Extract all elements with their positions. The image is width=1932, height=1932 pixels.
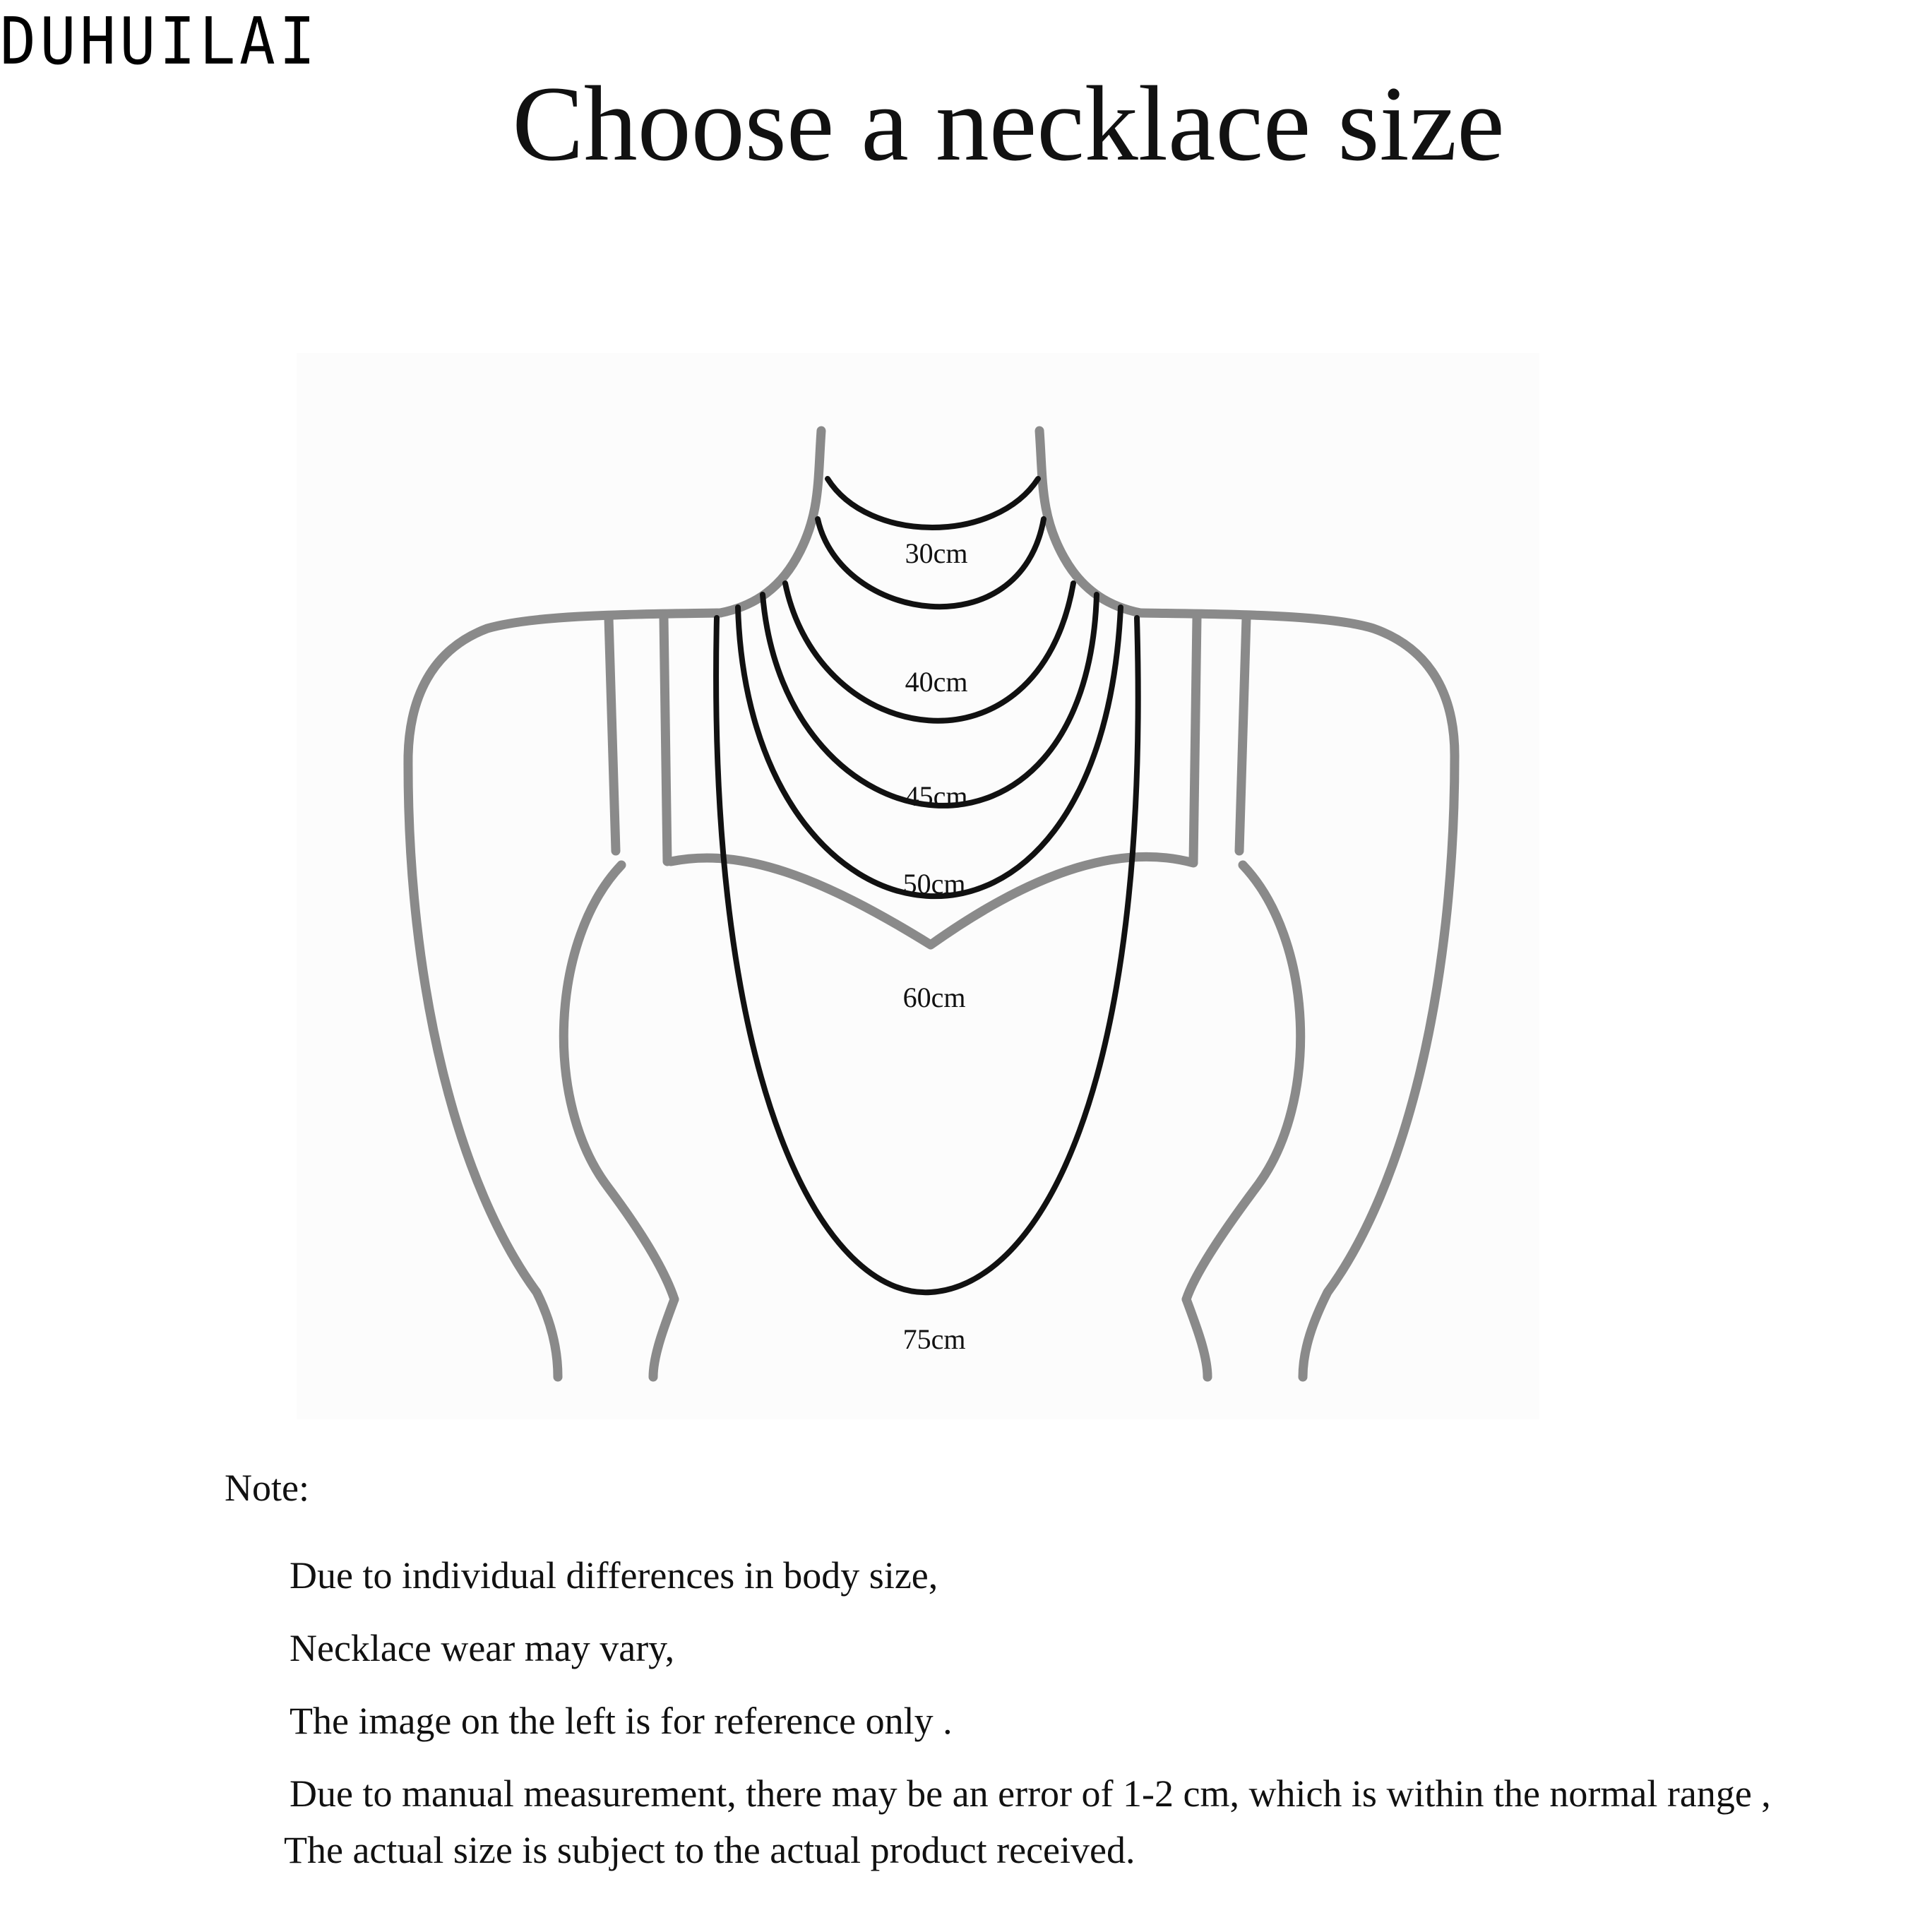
page-title: Choose a necklace size (512, 64, 1505, 183)
size-label-30cm: 30cm (905, 537, 968, 569)
note-list (284, 1551, 1771, 1898)
brand-logo: DUHUILAI (0, 4, 319, 79)
note-line: Due to manual measurement, there may be an error of 1-2 cm, which is within the normal range , (290, 1772, 1771, 1815)
note-line: The actual size is subject to the actual product received. (284, 1829, 1135, 1871)
note-line: Due to individual differences in body size, (290, 1554, 938, 1597)
size-label-45cm: 45cm (905, 780, 968, 812)
note-line: Necklace wear may vary, (290, 1627, 675, 1669)
size-label-60cm: 60cm (902, 982, 966, 1013)
size-label-40cm: 40cm (905, 666, 968, 698)
note-heading: Note: (225, 1467, 309, 1509)
size-label-75cm: 75cm (902, 1323, 966, 1355)
size-label-50cm: 50cm (902, 868, 966, 900)
note-line: The image on the left is for reference only . (290, 1700, 953, 1742)
